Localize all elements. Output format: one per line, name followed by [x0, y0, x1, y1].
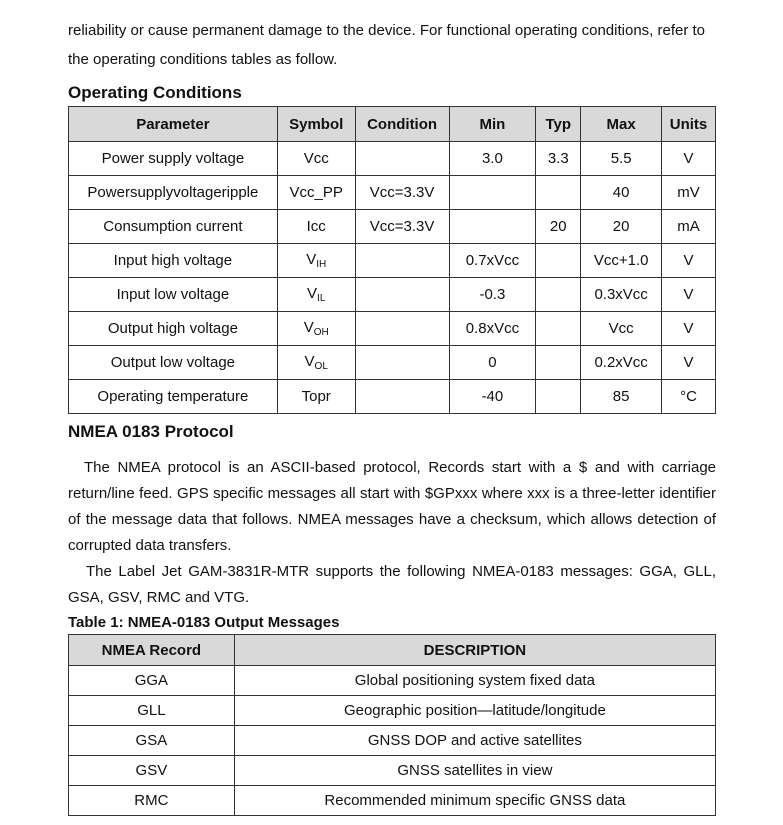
column-header: NMEA Record: [69, 635, 235, 666]
symbol-subscript: OH: [313, 327, 329, 338]
cell-parameter: Input low voltage: [69, 278, 278, 312]
cell-record: GGA: [69, 666, 235, 696]
column-header: Typ: [536, 107, 581, 142]
cell-symbol: [277, 244, 355, 278]
cell-units: V: [662, 312, 716, 346]
table-row: [69, 176, 716, 210]
cell-symbol: [277, 312, 355, 346]
intro-text: reliability or cause permanent damage to the device. For functional operating conditions, refer to the operating conditions tables as follow.: [68, 22, 706, 68]
cell-condition: Vcc=3.3V: [355, 176, 449, 210]
table-row: [69, 726, 716, 756]
cell-record: GLL: [69, 696, 235, 726]
cell-units: V: [662, 278, 716, 312]
symbol-text: V: [307, 285, 318, 302]
nmea-protocol-heading: NMEA 0183 Protocol: [68, 422, 234, 441]
table-row: [69, 346, 716, 380]
cell-max: 20: [581, 210, 662, 244]
symbol-subscript: IL: [317, 293, 326, 304]
table-row: [69, 666, 716, 696]
cell-parameter: Input high voltage: [69, 244, 278, 278]
cell-units: mA: [662, 210, 716, 244]
symbol-text: V: [303, 319, 314, 336]
cell-symbol: [277, 346, 355, 380]
cell-units: V: [662, 142, 716, 176]
cell-max: 0.3xVcc: [581, 278, 662, 312]
table-row: [69, 142, 716, 176]
cell-condition: Vcc=3.3V: [355, 210, 449, 244]
table-row: [69, 756, 716, 786]
symbol-text: Vcc_PP: [289, 184, 343, 201]
column-header: Units: [662, 107, 716, 142]
table-row: [69, 244, 716, 278]
cell-typ: 20: [536, 210, 581, 244]
nmea-messages-table: [68, 634, 716, 816]
cell-symbol: [277, 142, 355, 176]
cell-parameter: Power supply voltage: [69, 142, 278, 176]
cell-typ: [536, 176, 581, 210]
symbol-text: Icc: [306, 218, 326, 235]
cell-min: -0.3: [449, 278, 536, 312]
cell-condition: [355, 312, 449, 346]
symbol-text: Topr: [301, 388, 331, 405]
cell-record: GSA: [69, 726, 235, 756]
cell-max: Vcc+1.0: [581, 244, 662, 278]
table-row: [69, 786, 716, 816]
table-caption: Table 1: NMEA-0183 Output Messages: [68, 614, 340, 631]
column-header: Min: [449, 107, 536, 142]
symbol-subscript: OL: [314, 361, 328, 372]
cell-typ: [536, 380, 581, 414]
cell-min: 0.7xVcc: [449, 244, 536, 278]
cell-max: 85: [581, 380, 662, 414]
cell-parameter: Powersupplyvoltageripple: [69, 176, 278, 210]
cell-typ: [536, 278, 581, 312]
cell-min: [449, 210, 536, 244]
cell-units: °C: [662, 380, 716, 414]
operating-conditions-heading: Operating Conditions: [68, 83, 242, 102]
cell-record: RMC: [69, 786, 235, 816]
cell-description: GNSS satellites in view: [234, 756, 715, 786]
cell-units: V: [662, 244, 716, 278]
table-header-row: [69, 107, 716, 142]
cell-typ: [536, 244, 581, 278]
cell-min: [449, 176, 536, 210]
cell-min: 3.0: [449, 142, 536, 176]
table-row: [69, 210, 716, 244]
column-header: Condition: [355, 107, 449, 142]
cell-symbol: [277, 176, 355, 210]
cell-typ: 3.3: [536, 142, 581, 176]
column-header: Symbol: [277, 107, 355, 142]
nmea-paragraph-1: The NMEA protocol is an ASCII-based protocol, Records start with a $ and with carriage return/line feed. GPS specific messages all start with $GPxxx where xxx is a three-letter identifier of the message data that follows. NMEA messages have a checksum, which allows detection of corrupted data transfers.: [68, 459, 716, 554]
cell-min: 0.8xVcc: [449, 312, 536, 346]
cell-max: Vcc: [581, 312, 662, 346]
nmea-paragraph-2: The Label Jet GAM-3831R-MTR supports the following NMEA-0183 messages: GGA, GLL, GSA, GSV, RMC and VTG.: [68, 563, 716, 606]
cell-description: GNSS DOP and active satellites: [234, 726, 715, 756]
column-header: Parameter: [69, 107, 278, 142]
cell-symbol: [277, 278, 355, 312]
operating-conditions-table: [68, 106, 716, 414]
symbol-text: V: [306, 251, 317, 268]
column-header: DESCRIPTION: [234, 635, 715, 666]
cell-condition: [355, 278, 449, 312]
cell-max: 5.5: [581, 142, 662, 176]
table-header-row: [69, 635, 716, 666]
cell-description: Recommended minimum specific GNSS data: [234, 786, 715, 816]
cell-condition: [355, 346, 449, 380]
cell-condition: [355, 244, 449, 278]
cell-parameter: Output low voltage: [69, 346, 278, 380]
cell-parameter: Consumption current: [69, 210, 278, 244]
symbol-subscript: IH: [316, 259, 327, 270]
column-header: Max: [581, 107, 662, 142]
table-row: [69, 696, 716, 726]
symbol-text: V: [304, 353, 315, 370]
cell-max: 40: [581, 176, 662, 210]
cell-condition: [355, 380, 449, 414]
cell-typ: [536, 312, 581, 346]
cell-condition: [355, 142, 449, 176]
cell-description: Geographic position—latitude/longitude: [234, 696, 715, 726]
cell-min: 0: [449, 346, 536, 380]
cell-record: GSV: [69, 756, 235, 786]
cell-typ: [536, 346, 581, 380]
cell-units: mV: [662, 176, 716, 210]
cell-min: -40: [449, 380, 536, 414]
cell-symbol: [277, 380, 355, 414]
cell-units: V: [662, 346, 716, 380]
cell-parameter: Output high voltage: [69, 312, 278, 346]
cell-max: 0.2xVcc: [581, 346, 662, 380]
cell-description: Global positioning system fixed data: [234, 666, 715, 696]
symbol-text: Vcc: [303, 150, 329, 167]
table-row: [69, 380, 716, 414]
table-row: [69, 312, 716, 346]
table-row: [69, 278, 716, 312]
cell-parameter: Operating temperature: [69, 380, 278, 414]
cell-symbol: [277, 210, 355, 244]
